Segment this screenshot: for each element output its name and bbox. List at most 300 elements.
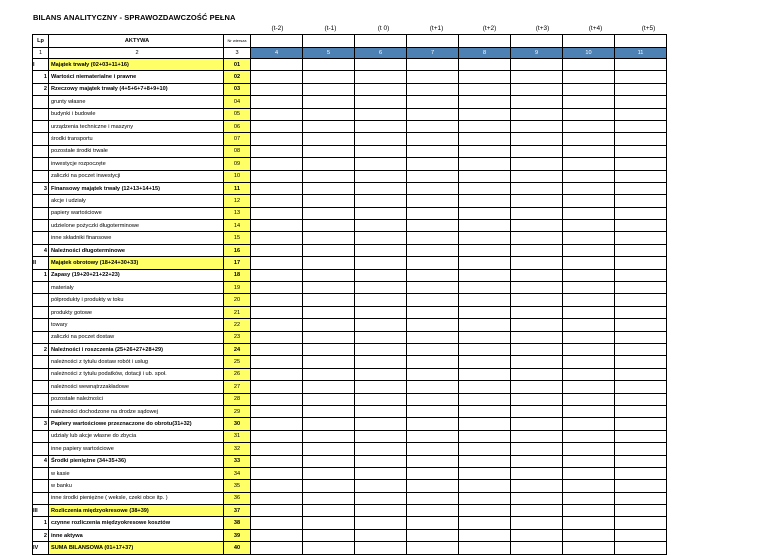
value-cell[interactable]	[511, 120, 563, 132]
value-cell[interactable]	[615, 343, 667, 355]
value-cell[interactable]	[459, 59, 511, 71]
value-cell[interactable]	[303, 59, 355, 71]
value-cell[interactable]	[459, 294, 511, 306]
value-cell[interactable]	[511, 443, 563, 455]
value-cell[interactable]	[355, 306, 407, 318]
value-cell[interactable]	[459, 517, 511, 529]
value-cell[interactable]	[563, 542, 615, 554]
value-cell[interactable]	[563, 232, 615, 244]
value-cell[interactable]	[355, 381, 407, 393]
value-cell[interactable]	[511, 108, 563, 120]
value-cell[interactable]	[615, 282, 667, 294]
value-cell[interactable]	[355, 282, 407, 294]
value-cell[interactable]	[615, 368, 667, 380]
value-cell[interactable]	[459, 120, 511, 132]
value-cell[interactable]	[355, 83, 407, 95]
value-cell[interactable]	[459, 393, 511, 405]
value-cell[interactable]	[459, 368, 511, 380]
value-cell[interactable]	[303, 331, 355, 343]
value-cell[interactable]	[615, 59, 667, 71]
value-cell[interactable]	[511, 356, 563, 368]
value-cell[interactable]	[355, 220, 407, 232]
value-cell[interactable]	[251, 96, 303, 108]
value-cell[interactable]	[615, 83, 667, 95]
value-cell[interactable]	[407, 405, 459, 417]
value-cell[interactable]	[251, 368, 303, 380]
value-cell[interactable]	[355, 244, 407, 256]
value-cell[interactable]	[355, 480, 407, 492]
value-cell[interactable]	[615, 257, 667, 269]
value-cell[interactable]	[303, 356, 355, 368]
value-cell[interactable]	[303, 430, 355, 442]
value-cell[interactable]	[251, 294, 303, 306]
value-cell[interactable]	[563, 319, 615, 331]
value-cell[interactable]	[563, 405, 615, 417]
value-cell[interactable]	[511, 505, 563, 517]
value-cell[interactable]	[251, 133, 303, 145]
value-cell[interactable]	[615, 319, 667, 331]
value-cell[interactable]	[251, 282, 303, 294]
value-cell[interactable]	[459, 381, 511, 393]
value-cell[interactable]	[251, 71, 303, 83]
value-cell[interactable]	[511, 83, 563, 95]
value-cell[interactable]	[407, 158, 459, 170]
value-cell[interactable]	[459, 257, 511, 269]
value-cell[interactable]	[355, 170, 407, 182]
value-cell[interactable]	[303, 133, 355, 145]
value-cell[interactable]	[355, 59, 407, 71]
value-cell[interactable]	[407, 282, 459, 294]
value-cell[interactable]	[615, 331, 667, 343]
value-cell[interactable]	[615, 170, 667, 182]
value-cell[interactable]	[303, 195, 355, 207]
value-cell[interactable]	[459, 282, 511, 294]
value-cell[interactable]	[407, 170, 459, 182]
value-cell[interactable]	[459, 71, 511, 83]
value-cell[interactable]	[511, 319, 563, 331]
value-cell[interactable]	[303, 108, 355, 120]
value-cell[interactable]	[511, 368, 563, 380]
value-cell[interactable]	[303, 505, 355, 517]
value-cell[interactable]	[303, 368, 355, 380]
value-cell[interactable]	[511, 145, 563, 157]
value-cell[interactable]	[511, 71, 563, 83]
value-cell[interactable]	[615, 158, 667, 170]
value-cell[interactable]	[251, 120, 303, 132]
value-cell[interactable]	[511, 430, 563, 442]
value-cell[interactable]	[407, 232, 459, 244]
value-cell[interactable]	[511, 257, 563, 269]
value-cell[interactable]	[251, 405, 303, 417]
value-cell[interactable]	[407, 120, 459, 132]
value-cell[interactable]	[563, 467, 615, 479]
value-cell[interactable]	[251, 517, 303, 529]
value-cell[interactable]	[355, 343, 407, 355]
value-cell[interactable]	[459, 492, 511, 504]
value-cell[interactable]	[563, 71, 615, 83]
value-cell[interactable]	[355, 96, 407, 108]
value-cell[interactable]	[355, 418, 407, 430]
value-cell[interactable]	[615, 96, 667, 108]
value-cell[interactable]	[563, 368, 615, 380]
value-cell[interactable]	[303, 306, 355, 318]
value-cell[interactable]	[407, 430, 459, 442]
value-cell[interactable]	[615, 356, 667, 368]
value-cell[interactable]	[459, 158, 511, 170]
value-cell[interactable]	[459, 542, 511, 554]
value-cell[interactable]	[303, 244, 355, 256]
value-cell[interactable]	[407, 343, 459, 355]
value-cell[interactable]	[407, 492, 459, 504]
value-cell[interactable]	[251, 257, 303, 269]
value-cell[interactable]	[511, 393, 563, 405]
value-cell[interactable]	[563, 381, 615, 393]
value-cell[interactable]	[563, 393, 615, 405]
value-cell[interactable]	[459, 343, 511, 355]
value-cell[interactable]	[251, 430, 303, 442]
value-cell[interactable]	[303, 393, 355, 405]
value-cell[interactable]	[459, 306, 511, 318]
value-cell[interactable]	[459, 108, 511, 120]
value-cell[interactable]	[303, 492, 355, 504]
value-cell[interactable]	[303, 83, 355, 95]
value-cell[interactable]	[303, 319, 355, 331]
value-cell[interactable]	[355, 405, 407, 417]
value-cell[interactable]	[615, 133, 667, 145]
value-cell[interactable]	[251, 529, 303, 541]
value-cell[interactable]	[303, 269, 355, 281]
value-cell[interactable]	[615, 220, 667, 232]
value-cell[interactable]	[303, 182, 355, 194]
value-cell[interactable]	[563, 443, 615, 455]
value-cell[interactable]	[407, 529, 459, 541]
value-cell[interactable]	[251, 331, 303, 343]
value-cell[interactable]	[251, 356, 303, 368]
value-cell[interactable]	[459, 405, 511, 417]
value-cell[interactable]	[459, 232, 511, 244]
value-cell[interactable]	[355, 71, 407, 83]
value-cell[interactable]	[459, 430, 511, 442]
value-cell[interactable]	[251, 59, 303, 71]
value-cell[interactable]	[615, 517, 667, 529]
value-cell[interactable]	[563, 158, 615, 170]
value-cell[interactable]	[563, 455, 615, 467]
value-cell[interactable]	[563, 282, 615, 294]
value-cell[interactable]	[251, 467, 303, 479]
value-cell[interactable]	[251, 343, 303, 355]
value-cell[interactable]	[355, 294, 407, 306]
value-cell[interactable]	[615, 430, 667, 442]
value-cell[interactable]	[303, 232, 355, 244]
value-cell[interactable]	[459, 418, 511, 430]
value-cell[interactable]	[355, 517, 407, 529]
value-cell[interactable]	[615, 393, 667, 405]
value-cell[interactable]	[563, 96, 615, 108]
value-cell[interactable]	[303, 158, 355, 170]
value-cell[interactable]	[511, 182, 563, 194]
value-cell[interactable]	[355, 108, 407, 120]
value-cell[interactable]	[303, 529, 355, 541]
value-cell[interactable]	[511, 158, 563, 170]
value-cell[interactable]	[355, 467, 407, 479]
value-cell[interactable]	[459, 505, 511, 517]
value-cell[interactable]	[355, 232, 407, 244]
value-cell[interactable]	[251, 232, 303, 244]
value-cell[interactable]	[615, 542, 667, 554]
value-cell[interactable]	[407, 480, 459, 492]
value-cell[interactable]	[459, 319, 511, 331]
value-cell[interactable]	[303, 381, 355, 393]
value-cell[interactable]	[251, 207, 303, 219]
value-cell[interactable]	[459, 331, 511, 343]
value-cell[interactable]	[615, 269, 667, 281]
value-cell[interactable]	[407, 306, 459, 318]
value-cell[interactable]	[303, 517, 355, 529]
value-cell[interactable]	[407, 257, 459, 269]
value-cell[interactable]	[355, 158, 407, 170]
value-cell[interactable]	[459, 269, 511, 281]
value-cell[interactable]	[511, 195, 563, 207]
value-cell[interactable]	[511, 418, 563, 430]
value-cell[interactable]	[563, 83, 615, 95]
value-cell[interactable]	[615, 455, 667, 467]
value-cell[interactable]	[251, 455, 303, 467]
value-cell[interactable]	[563, 195, 615, 207]
value-cell[interactable]	[511, 542, 563, 554]
value-cell[interactable]	[615, 182, 667, 194]
value-cell[interactable]	[251, 418, 303, 430]
value-cell[interactable]	[407, 207, 459, 219]
value-cell[interactable]	[511, 220, 563, 232]
value-cell[interactable]	[355, 356, 407, 368]
value-cell[interactable]	[563, 257, 615, 269]
value-cell[interactable]	[303, 467, 355, 479]
value-cell[interactable]	[511, 467, 563, 479]
value-cell[interactable]	[407, 443, 459, 455]
value-cell[interactable]	[511, 381, 563, 393]
value-cell[interactable]	[511, 170, 563, 182]
value-cell[interactable]	[407, 467, 459, 479]
value-cell[interactable]	[511, 133, 563, 145]
value-cell[interactable]	[615, 195, 667, 207]
value-cell[interactable]	[355, 393, 407, 405]
value-cell[interactable]	[563, 182, 615, 194]
value-cell[interactable]	[355, 145, 407, 157]
value-cell[interactable]	[355, 257, 407, 269]
value-cell[interactable]	[251, 492, 303, 504]
value-cell[interactable]	[355, 182, 407, 194]
value-cell[interactable]	[563, 207, 615, 219]
value-cell[interactable]	[563, 108, 615, 120]
value-cell[interactable]	[511, 480, 563, 492]
value-cell[interactable]	[511, 269, 563, 281]
value-cell[interactable]	[459, 467, 511, 479]
value-cell[interactable]	[407, 505, 459, 517]
value-cell[interactable]	[615, 294, 667, 306]
value-cell[interactable]	[251, 145, 303, 157]
value-cell[interactable]	[407, 145, 459, 157]
value-cell[interactable]	[251, 443, 303, 455]
value-cell[interactable]	[459, 182, 511, 194]
value-cell[interactable]	[303, 542, 355, 554]
value-cell[interactable]	[615, 306, 667, 318]
value-cell[interactable]	[615, 232, 667, 244]
value-cell[interactable]	[511, 529, 563, 541]
value-cell[interactable]	[459, 195, 511, 207]
value-cell[interactable]	[407, 133, 459, 145]
value-cell[interactable]	[563, 492, 615, 504]
value-cell[interactable]	[615, 492, 667, 504]
value-cell[interactable]	[407, 319, 459, 331]
value-cell[interactable]	[407, 108, 459, 120]
value-cell[interactable]	[615, 207, 667, 219]
value-cell[interactable]	[407, 83, 459, 95]
value-cell[interactable]	[407, 244, 459, 256]
value-cell[interactable]	[303, 282, 355, 294]
value-cell[interactable]	[251, 220, 303, 232]
value-cell[interactable]	[355, 207, 407, 219]
value-cell[interactable]	[615, 244, 667, 256]
value-cell[interactable]	[251, 393, 303, 405]
value-cell[interactable]	[407, 59, 459, 71]
value-cell[interactable]	[615, 120, 667, 132]
value-cell[interactable]	[563, 120, 615, 132]
value-cell[interactable]	[303, 257, 355, 269]
value-cell[interactable]	[303, 145, 355, 157]
value-cell[interactable]	[563, 59, 615, 71]
value-cell[interactable]	[511, 244, 563, 256]
value-cell[interactable]	[459, 207, 511, 219]
value-cell[interactable]	[303, 443, 355, 455]
value-cell[interactable]	[615, 108, 667, 120]
value-cell[interactable]	[563, 529, 615, 541]
value-cell[interactable]	[615, 405, 667, 417]
value-cell[interactable]	[511, 343, 563, 355]
value-cell[interactable]	[407, 393, 459, 405]
value-cell[interactable]	[459, 133, 511, 145]
value-cell[interactable]	[563, 269, 615, 281]
value-cell[interactable]	[355, 455, 407, 467]
value-cell[interactable]	[407, 381, 459, 393]
value-cell[interactable]	[303, 96, 355, 108]
value-cell[interactable]	[511, 294, 563, 306]
value-cell[interactable]	[459, 145, 511, 157]
value-cell[interactable]	[355, 529, 407, 541]
value-cell[interactable]	[563, 170, 615, 182]
value-cell[interactable]	[355, 331, 407, 343]
value-cell[interactable]	[251, 306, 303, 318]
value-cell[interactable]	[251, 83, 303, 95]
value-cell[interactable]	[563, 220, 615, 232]
value-cell[interactable]	[407, 294, 459, 306]
value-cell[interactable]	[355, 368, 407, 380]
value-cell[interactable]	[303, 455, 355, 467]
value-cell[interactable]	[459, 529, 511, 541]
value-cell[interactable]	[511, 282, 563, 294]
value-cell[interactable]	[355, 542, 407, 554]
value-cell[interactable]	[511, 455, 563, 467]
value-cell[interactable]	[615, 145, 667, 157]
value-cell[interactable]	[615, 381, 667, 393]
value-cell[interactable]	[563, 430, 615, 442]
value-cell[interactable]	[407, 368, 459, 380]
value-cell[interactable]	[563, 294, 615, 306]
value-cell[interactable]	[615, 505, 667, 517]
value-cell[interactable]	[563, 145, 615, 157]
value-cell[interactable]	[511, 207, 563, 219]
value-cell[interactable]	[459, 96, 511, 108]
value-cell[interactable]	[251, 170, 303, 182]
value-cell[interactable]	[251, 505, 303, 517]
value-cell[interactable]	[355, 133, 407, 145]
value-cell[interactable]	[563, 244, 615, 256]
value-cell[interactable]	[251, 269, 303, 281]
value-cell[interactable]	[511, 306, 563, 318]
value-cell[interactable]	[251, 319, 303, 331]
value-cell[interactable]	[459, 455, 511, 467]
value-cell[interactable]	[563, 133, 615, 145]
value-cell[interactable]	[303, 418, 355, 430]
value-cell[interactable]	[355, 195, 407, 207]
value-cell[interactable]	[251, 244, 303, 256]
value-cell[interactable]	[303, 405, 355, 417]
value-cell[interactable]	[563, 356, 615, 368]
value-cell[interactable]	[251, 158, 303, 170]
value-cell[interactable]	[459, 170, 511, 182]
value-cell[interactable]	[251, 542, 303, 554]
value-cell[interactable]	[459, 356, 511, 368]
value-cell[interactable]	[407, 331, 459, 343]
value-cell[interactable]	[459, 244, 511, 256]
value-cell[interactable]	[563, 306, 615, 318]
value-cell[interactable]	[511, 331, 563, 343]
value-cell[interactable]	[459, 83, 511, 95]
value-cell[interactable]	[251, 195, 303, 207]
value-cell[interactable]	[407, 96, 459, 108]
value-cell[interactable]	[511, 96, 563, 108]
value-cell[interactable]	[407, 195, 459, 207]
value-cell[interactable]	[355, 505, 407, 517]
value-cell[interactable]	[355, 430, 407, 442]
value-cell[interactable]	[303, 220, 355, 232]
value-cell[interactable]	[459, 480, 511, 492]
value-cell[interactable]	[355, 120, 407, 132]
value-cell[interactable]	[615, 418, 667, 430]
value-cell[interactable]	[355, 492, 407, 504]
value-cell[interactable]	[251, 108, 303, 120]
value-cell[interactable]	[355, 443, 407, 455]
value-cell[interactable]	[511, 492, 563, 504]
value-cell[interactable]	[407, 517, 459, 529]
value-cell[interactable]	[511, 232, 563, 244]
value-cell[interactable]	[563, 418, 615, 430]
value-cell[interactable]	[563, 505, 615, 517]
value-cell[interactable]	[303, 207, 355, 219]
value-cell[interactable]	[563, 517, 615, 529]
value-cell[interactable]	[355, 319, 407, 331]
value-cell[interactable]	[407, 356, 459, 368]
value-cell[interactable]	[407, 542, 459, 554]
value-cell[interactable]	[615, 480, 667, 492]
value-cell[interactable]	[407, 182, 459, 194]
value-cell[interactable]	[303, 170, 355, 182]
value-cell[interactable]	[615, 443, 667, 455]
value-cell[interactable]	[355, 269, 407, 281]
value-cell[interactable]	[407, 269, 459, 281]
value-cell[interactable]	[459, 443, 511, 455]
value-cell[interactable]	[563, 343, 615, 355]
value-cell[interactable]	[303, 294, 355, 306]
